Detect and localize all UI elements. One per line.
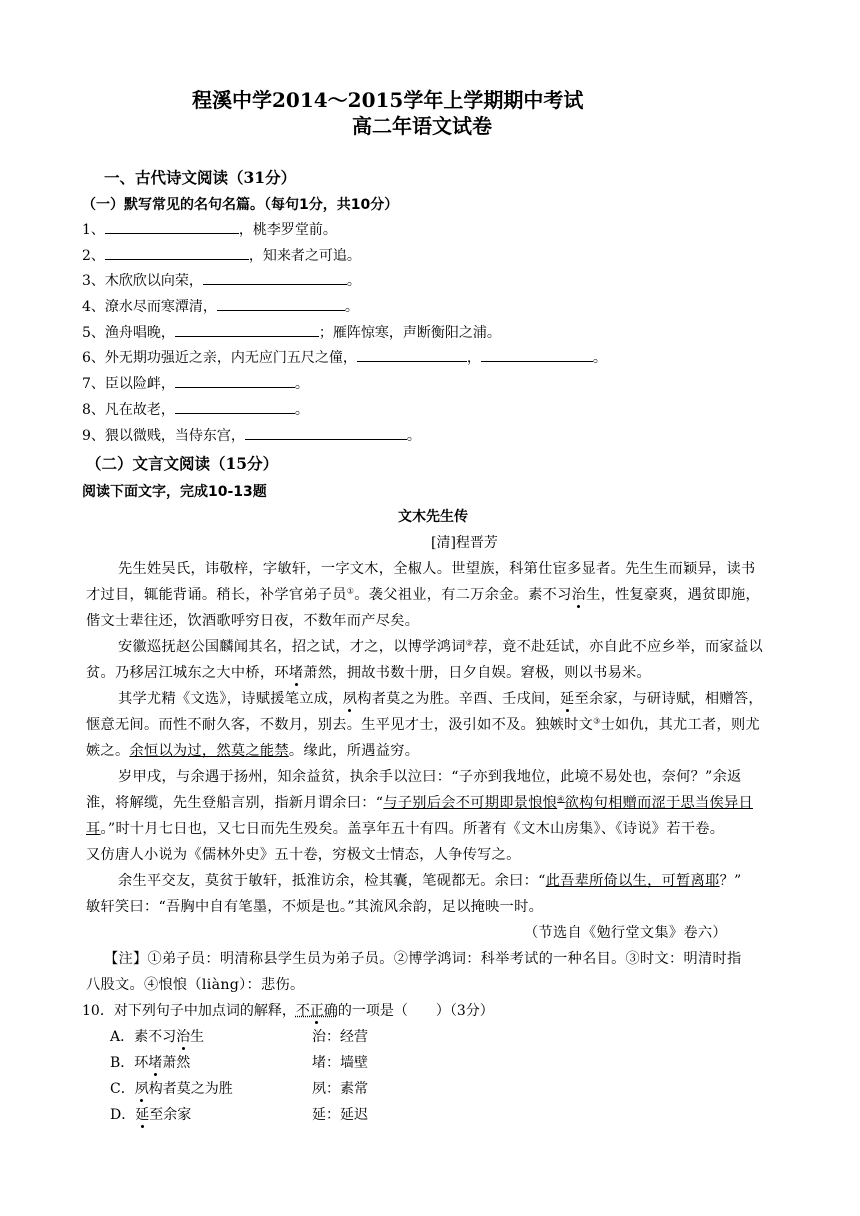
answer-blank[interactable] <box>357 347 467 362</box>
answer-blank[interactable] <box>175 373 295 388</box>
option-b-meaning: 堵：墙壁 <box>312 1055 368 1071</box>
option-b[interactable]: B．环堵萧然 <box>110 1055 191 1071</box>
essay-line: 其学尤精《文选》，诗赋援笔立成，夙构者莫之为胜。辛酉、壬戌间，延至余家，与研诗赋，相赠答， <box>118 691 763 707</box>
answer-blank[interactable] <box>245 425 407 440</box>
answer-blank[interactable] <box>217 296 345 311</box>
answer-blank[interactable] <box>203 270 347 285</box>
essay-line: 惬意无间。而性不耐久客，不数月，别去。生平见才士，汲引如不及。独嫉时文③士如仇，其尤工者，则尤 <box>86 716 760 733</box>
answer-blank[interactable] <box>175 399 295 414</box>
essay-line: 淮，将解缆，先生登船言别，指新月谓余曰：“与子别后会不可期即景悢悢④欲构句相赠而涩于思当俟异日 <box>86 794 753 811</box>
exam-subtitle: 高二年语文试卷 <box>352 114 492 138</box>
essay-line: 又仿唐人小说为《儒林外史》五十卷，穷极文士情态，人争传写之。 <box>86 847 521 863</box>
essay-line: 安徽巡抚赵公国麟闻其名，招之试，才之，以博学鸿词②荐，竟不赴廷试，亦自此不应乡举，而家益以 <box>118 638 763 655</box>
question-6: 6、外无期功强近之亲，内无应门五尺之僮， ， 。 <box>82 347 607 367</box>
question-3: 3、木欣欣以向荣， 。 <box>82 270 361 290</box>
option-d[interactable]: D．延至余家 <box>110 1107 192 1123</box>
answer-blank[interactable] <box>105 245 249 260</box>
essay-line: 耳。”时十月七日也，又七日而先生殁矣。盖享年五十有四。所著有《文木山房集》、《诗说》若干卷。 <box>86 821 725 837</box>
reading-instruction: 阅读下面文字，完成10-13题 <box>82 484 267 500</box>
notes-line: 【注】①弟子员：明清称县学生员为弟子员。②博学鸿词：科举考试的一种名目。③时文：明清时指 <box>104 951 742 967</box>
essay-title: 文木先生传 <box>398 509 468 525</box>
essay-line: 岁甲戌，与余遇于扬州，知余益贫，执余手以泣曰：“子亦到我地位，此境不易处也，奈何？”余返 <box>118 769 742 785</box>
part2-heading: （二）文言文阅读（15分） <box>86 454 279 473</box>
section-heading: 一、古代诗文阅读（31分） <box>104 168 297 187</box>
essay-line: 余生平交友，莫贫于敏轩，抵淮访余，检其囊，笔砚都无。余曰：“此吾辈所倚以生，可暂离耶？” <box>118 873 742 889</box>
notes-line: 八股文。④悢悢（liàng）：悲伤。 <box>86 977 305 993</box>
essay-line: 敏轩笑曰：“吾胸中自有笔墨，不烦是也。”其流风余韵，足以掩映一时。 <box>86 899 544 915</box>
underlined-sentence: 与子别后会不可期即景悢悢 <box>383 795 558 811</box>
question-10-stem: 10．对下列句子中加点词的解释，不正确的一项是（ ）（3分） <box>82 1003 494 1019</box>
option-d-meaning: 延：延迟 <box>312 1107 368 1123</box>
question-4: 4、潦水尽而寒潭清， 。 <box>82 296 359 316</box>
part1-heading: （一）默写常见的名句名篇。（每句1分，共10分） <box>82 197 399 213</box>
essay-line: 偕文士辈往还，饮酒歌呼穷日夜，不数年而产尽矣。 <box>86 613 420 629</box>
question-8: 8、凡在故老， 。 <box>82 399 309 419</box>
option-c-meaning: 夙：素常 <box>312 1081 368 1097</box>
question-9: 9、猥以微贱，当侍东宫， 。 <box>82 425 421 445</box>
option-c[interactable]: C．夙构者莫之为胜 <box>110 1081 233 1097</box>
option-a[interactable]: A．素不习治生 <box>110 1029 205 1045</box>
question-1: 1、 ，桃李罗堂前。 <box>82 219 337 239</box>
option-a-meaning: 治：经营 <box>312 1029 368 1045</box>
essay-line: 先生姓吴氏，讳敬梓，字敏轩，一字文木，全椒人。世望族，科第仕宦多显者。先生生而颖异，读书 <box>118 561 756 577</box>
answer-blank[interactable] <box>105 219 239 234</box>
question-2: 2、 ，知来者之可追。 <box>82 245 361 265</box>
essay-line: 才过目，辄能背诵。稍长，补学官弟子员①。袭父祖业，有二万余金。素不习治生，性复豪爽，遇贫即施， <box>86 586 760 603</box>
answer-blank[interactable] <box>481 347 593 362</box>
question-5: 5、渔舟唱晚， ；雁阵惊寒，声断衡阳之浦。 <box>82 322 501 342</box>
essay-line: 贫。乃移居江城东之大中桥，环堵萧然，拥故书数十册，日夕自娱。窘极，则以书易米。 <box>86 665 652 681</box>
exam-title: 程溪中学2014～2015学年上学期期中考试 <box>192 88 584 112</box>
essay-line: 嫉之。余恒以为过，然莫之能禁。缘此，所遇益穷。 <box>86 743 420 759</box>
essay-author: [清]程晋芳 <box>431 535 498 551</box>
underlined-sentence: 余恒以为过，然莫之能禁 <box>129 743 289 759</box>
answer-blank[interactable] <box>175 322 319 337</box>
underlined-sentence: 此吾辈所倚以生，可暂离耶 <box>545 873 720 889</box>
question-7: 7、臣以险衅， 。 <box>82 373 309 393</box>
essay-source: （节选自《勉行堂文集》卷六） <box>524 925 727 941</box>
